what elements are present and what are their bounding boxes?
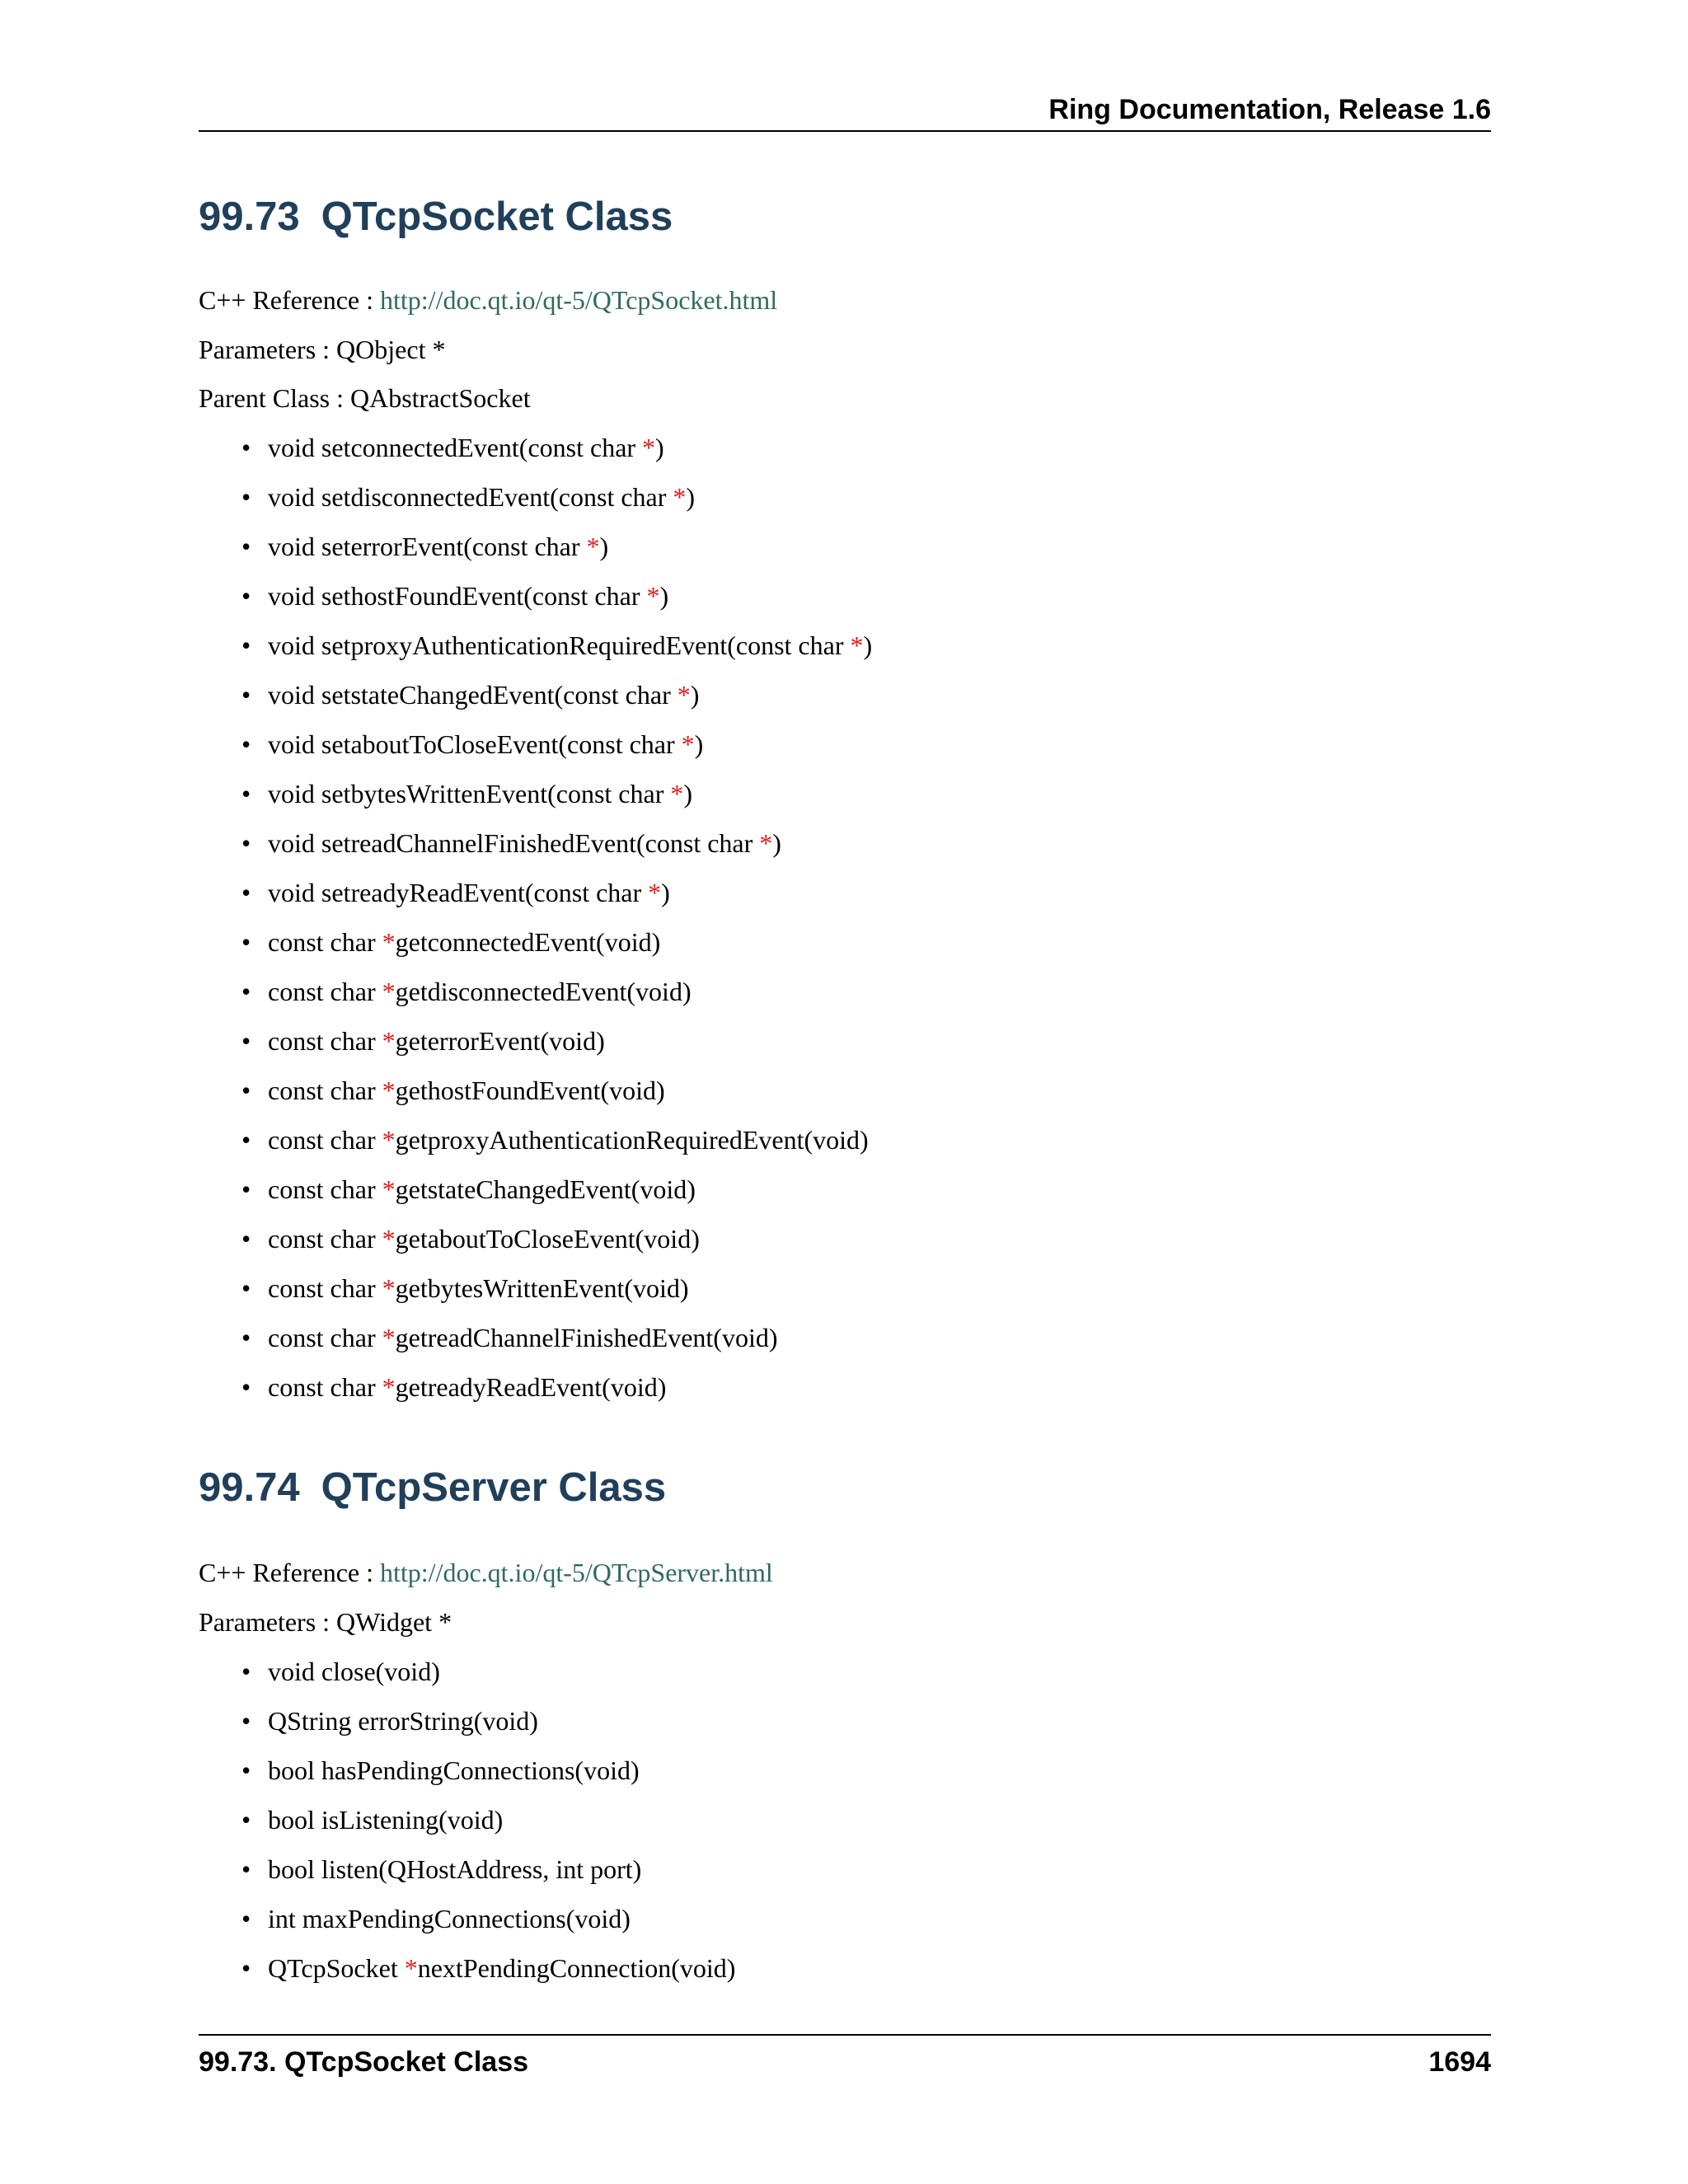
- parameters-line: Parameters : QWidget *: [199, 1607, 452, 1637]
- bullet: •: [241, 1372, 251, 1402]
- bullet: •: [241, 1125, 251, 1155]
- list-item: • bool isListening(void): [241, 1805, 504, 1835]
- pointer-asterisk: *: [648, 878, 662, 907]
- reference-label: C++ Reference :: [199, 285, 380, 315]
- pointer-asterisk: *: [404, 1953, 418, 1983]
- parameters-line: Parameters : QObject *: [199, 335, 446, 364]
- cpp-reference-line: [199, 1556, 773, 1589]
- bullet: •: [241, 433, 251, 462]
- page-number: 1694: [1428, 2046, 1491, 2078]
- bullet: •: [241, 1805, 251, 1835]
- list-item: • void setproxyAuthenticationRequiredEvent(const char *): [241, 630, 873, 660]
- parent-class-line: Parent Class : QAbstractSocket: [199, 383, 531, 413]
- list-item: • void setreadyReadEvent(const char *): [241, 878, 670, 907]
- list-item: • void setdisconnectedEvent(const char *): [241, 482, 696, 512]
- pointer-asterisk: *: [759, 828, 773, 858]
- section-title: QTcpServer Class: [321, 1465, 667, 1510]
- document-page: [199, 0, 1491, 2184]
- method-list-qtcpserver: [199, 1655, 735, 2001]
- pointer-asterisk: *: [382, 1273, 396, 1303]
- pointer-asterisk: *: [642, 433, 656, 462]
- bullet: •: [241, 1953, 251, 1983]
- list-item: • QString errorString(void): [241, 1706, 538, 1736]
- list-item: • void seterrorEvent(const char *): [241, 532, 609, 561]
- list-item: • void setbytesWrittenEvent(const char *): [241, 779, 692, 808]
- bullet: •: [241, 1904, 251, 1933]
- bullet: •: [241, 828, 251, 858]
- bullet: •: [241, 1323, 251, 1352]
- section-heading-qtcpserver: [199, 1463, 666, 1512]
- pointer-asterisk: *: [681, 729, 695, 759]
- pointer-asterisk: *: [382, 1224, 396, 1254]
- list-item: • void sethostFoundEvent(const char *): [241, 581, 669, 611]
- list-item: • void setaboutToCloseEvent(const char *): [241, 729, 704, 759]
- bullet: •: [241, 878, 251, 907]
- list-item: • void close(void): [241, 1657, 440, 1686]
- list-item: • bool listen(QHostAddress, int port): [241, 1854, 642, 1884]
- list-item: • const char *gethostFoundEvent(void): [241, 1076, 665, 1105]
- list-item: • const char *getreadyReadEvent(void): [241, 1372, 667, 1402]
- pointer-asterisk: *: [850, 630, 864, 660]
- pointer-asterisk: *: [382, 1174, 396, 1204]
- bullet: •: [241, 1854, 251, 1884]
- list-item: • void setreadChannelFinishedEvent(const char *): [241, 828, 781, 858]
- bullet: •: [241, 680, 251, 710]
- bullet: •: [241, 532, 251, 561]
- bullet: •: [241, 1657, 251, 1686]
- list-item: • bool hasPendingConnections(void): [241, 1755, 640, 1785]
- list-item: • const char *getproxyAuthenticationRequiredEvent(void): [241, 1125, 869, 1155]
- bullet: •: [241, 1224, 251, 1254]
- list-item: • const char *getconnectedEvent(void): [241, 927, 661, 957]
- pointer-asterisk: *: [382, 1076, 396, 1105]
- section-number: 99.73: [199, 194, 300, 239]
- cpp-reference-line: [199, 284, 777, 316]
- list-item: • const char *getreadChannelFinishedEvent(void): [241, 1323, 778, 1352]
- pointer-asterisk: *: [382, 977, 396, 1006]
- list-item: • void setstateChangedEvent(const char *): [241, 680, 700, 710]
- bullet: •: [241, 1273, 251, 1303]
- bullet: •: [241, 1076, 251, 1105]
- section-heading-qtcpsocket: [199, 192, 673, 241]
- bullet: •: [241, 729, 251, 759]
- pointer-asterisk: *: [586, 532, 600, 561]
- bullet: •: [241, 1706, 251, 1736]
- pointer-asterisk: *: [670, 779, 684, 808]
- pointer-asterisk: *: [382, 1372, 396, 1402]
- list-item: • const char *getaboutToCloseEvent(void): [241, 1224, 700, 1254]
- header-rule: [199, 130, 1491, 132]
- bullet: •: [241, 482, 251, 512]
- pointer-asterisk: *: [382, 1323, 396, 1352]
- pointer-asterisk: *: [382, 1026, 396, 1056]
- bullet: •: [241, 1755, 251, 1785]
- bullet: •: [241, 1026, 251, 1056]
- pointer-asterisk: *: [677, 680, 691, 710]
- bullet: •: [241, 977, 251, 1006]
- section-title: QTcpSocket Class: [321, 194, 673, 239]
- list-item: • QTcpSocket *nextPendingConnection(void): [241, 1953, 736, 1983]
- section-number: 99.74: [199, 1465, 300, 1510]
- reference-link[interactable]: http://doc.qt.io/qt-5/QTcpSocket.html: [380, 285, 778, 315]
- list-item: • const char *getstateChangedEvent(void): [241, 1174, 696, 1204]
- list-item: • const char *getdisconnectedEvent(void): [241, 977, 692, 1006]
- pointer-asterisk: *: [382, 927, 396, 957]
- bullet: •: [241, 779, 251, 808]
- list-item: • void setconnectedEvent(const char *): [241, 433, 664, 462]
- bullet: •: [241, 1174, 251, 1204]
- list-item: • int maxPendingConnections(void): [241, 1904, 631, 1933]
- bullet: •: [241, 630, 251, 660]
- reference-label: C++ Reference :: [199, 1558, 380, 1587]
- list-item: • const char *geterrorEvent(void): [241, 1026, 605, 1056]
- pointer-asterisk: *: [646, 581, 660, 611]
- bullet: •: [241, 581, 251, 611]
- footer-rule: [199, 2034, 1491, 2036]
- bullet: •: [241, 927, 251, 957]
- reference-link[interactable]: http://doc.qt.io/qt-5/QTcpServer.html: [380, 1558, 773, 1587]
- footer-section-title: 99.73. QTcpSocket Class: [199, 2046, 529, 2078]
- pointer-asterisk: *: [673, 482, 687, 512]
- method-list-qtcpsocket: [199, 431, 872, 1420]
- list-item: • const char *getbytesWrittenEvent(void): [241, 1273, 689, 1303]
- running-header: Ring Documentation, Release 1.6: [1048, 94, 1491, 125]
- pointer-asterisk: *: [382, 1125, 396, 1155]
